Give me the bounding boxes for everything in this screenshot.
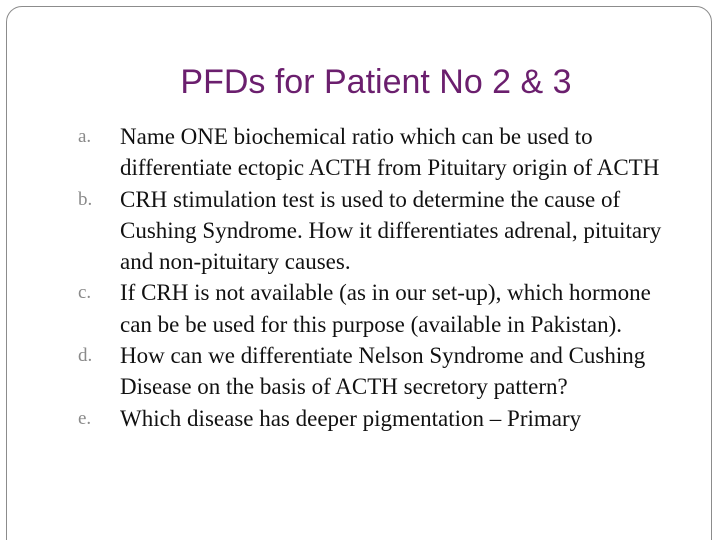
question-text: Name ONE biochemical ratio which can be used to differentiate ectopic ACTH from Pituitary origin of ACTH — [120, 124, 660, 181]
question-item-e — [0, 403, 680, 434]
question-list — [0, 121, 720, 434]
slide-title: PFDs for Patient No 2 & 3 — [180, 63, 572, 101]
question-text: Which disease has deeper pigmentation – Primary — [120, 405, 582, 431]
question-text: CRH stimulation test is used to determine the cause of Cushing Syndrome. How it differentiates adrenal, pituitary and non-pituitary causes. — [120, 186, 662, 275]
question-marker: d. — [78, 345, 93, 367]
question-item-c — [0, 277, 680, 340]
question-text: How can we differentiate Nelson Syndrome and Cushing Disease on the basis of ACTH secretory pattern? — [120, 343, 646, 400]
question-item-a — [0, 121, 680, 184]
question-marker: b. — [78, 188, 93, 210]
question-item-b — [0, 184, 680, 278]
question-marker: e. — [78, 407, 92, 429]
question-marker: c. — [78, 282, 92, 304]
question-item-d — [0, 340, 680, 403]
question-text: If CRH is not available (as in our set-up), which hormone can be be used for this purpose (available in Pakistan). — [120, 280, 651, 337]
question-marker: a. — [78, 126, 92, 147]
